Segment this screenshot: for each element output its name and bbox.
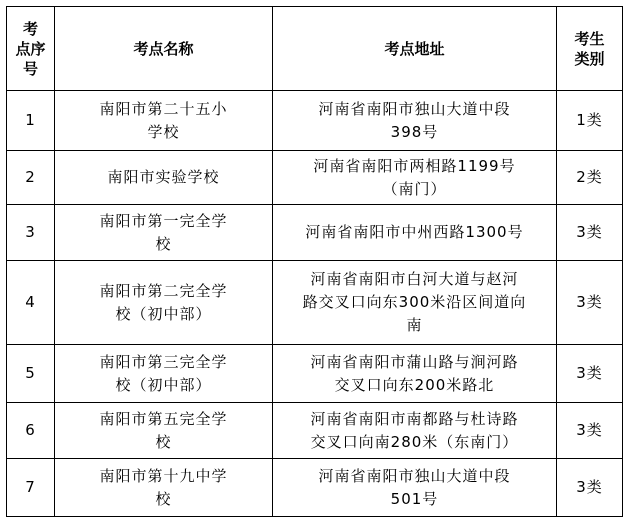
cell-category	[557, 205, 623, 261]
cell-category	[557, 459, 623, 517]
seq-value: 5	[25, 364, 36, 382]
cell-category	[557, 403, 623, 459]
site-address: 河南省南阳市独山大道中段 398号	[318, 99, 511, 141]
cell-category	[557, 345, 623, 403]
cell-seq	[7, 151, 55, 205]
seq-value: 1	[25, 111, 36, 129]
table-row	[7, 151, 623, 205]
cell-name	[55, 261, 273, 345]
site-address: 河南省南阳市南都路与杜诗路 交叉口向南280米（东南门）	[310, 409, 519, 451]
site-address: 河南省南阳市中州西路1300号	[305, 223, 524, 241]
table-header-row	[7, 7, 623, 91]
site-name: 南阳市第十九中学 校	[99, 466, 228, 508]
site-name: 南阳市第三完全学 校（初中部）	[99, 352, 228, 394]
cell-seq	[7, 91, 55, 151]
header-address-label: 考点地址	[384, 39, 445, 58]
site-address: 河南省南阳市蒲山路与涧河路 交叉口向东200米路北	[310, 352, 519, 394]
cell-name	[55, 345, 273, 403]
cell-seq	[7, 345, 55, 403]
cell-address	[273, 345, 557, 403]
cell-name	[55, 403, 273, 459]
seq-value: 6	[25, 421, 36, 439]
site-address: 河南省南阳市两相路1199号 （南门）	[313, 156, 516, 198]
header-name-label: 考点名称	[133, 39, 194, 58]
cell-name	[55, 91, 273, 151]
category-value: 3类	[576, 223, 603, 241]
category-value: 3类	[576, 421, 603, 439]
cell-address	[273, 91, 557, 151]
cell-address	[273, 151, 557, 205]
site-name: 南阳市第二完全学 校（初中部）	[99, 281, 228, 323]
cell-address	[273, 261, 557, 345]
header-seq	[7, 7, 55, 91]
seq-value: 7	[25, 478, 36, 496]
header-name	[55, 7, 273, 91]
exam-site-table	[6, 6, 623, 517]
header-address	[273, 7, 557, 91]
cell-address	[273, 205, 557, 261]
table-row	[7, 403, 623, 459]
category-value: 2类	[576, 168, 603, 186]
cell-seq	[7, 459, 55, 517]
site-name: 南阳市实验学校	[107, 168, 220, 186]
category-value: 1类	[576, 111, 603, 129]
header-category-label: 考生 类别	[574, 29, 605, 68]
site-address: 河南省南阳市白河大道与赵河 路交叉口向东300米沿区间道向 南	[302, 270, 527, 334]
site-name: 南阳市第五完全学 校	[99, 409, 228, 451]
cell-seq	[7, 403, 55, 459]
seq-value: 3	[25, 223, 36, 241]
cell-name	[55, 459, 273, 517]
header-seq-label: 考 点序 号	[15, 19, 46, 78]
cell-address	[273, 403, 557, 459]
category-value: 3类	[576, 293, 603, 311]
cell-seq	[7, 205, 55, 261]
table-row	[7, 261, 623, 345]
site-address: 河南省南阳市独山大道中段 501号	[318, 466, 511, 508]
table-row	[7, 345, 623, 403]
cell-category	[557, 151, 623, 205]
category-value: 3类	[576, 364, 603, 382]
seq-value: 4	[25, 293, 36, 311]
cell-name	[55, 205, 273, 261]
cell-address	[273, 459, 557, 517]
category-value: 3类	[576, 478, 603, 496]
cell-seq	[7, 261, 55, 345]
table-row	[7, 91, 623, 151]
cell-category	[557, 261, 623, 345]
table-row	[7, 459, 623, 517]
cell-category	[557, 91, 623, 151]
cell-name	[55, 151, 273, 205]
header-category	[557, 7, 623, 91]
site-name: 南阳市第一完全学 校	[99, 211, 228, 253]
seq-value: 2	[25, 168, 36, 186]
site-name: 南阳市第二十五小 学校	[99, 99, 228, 141]
table-row	[7, 205, 623, 261]
